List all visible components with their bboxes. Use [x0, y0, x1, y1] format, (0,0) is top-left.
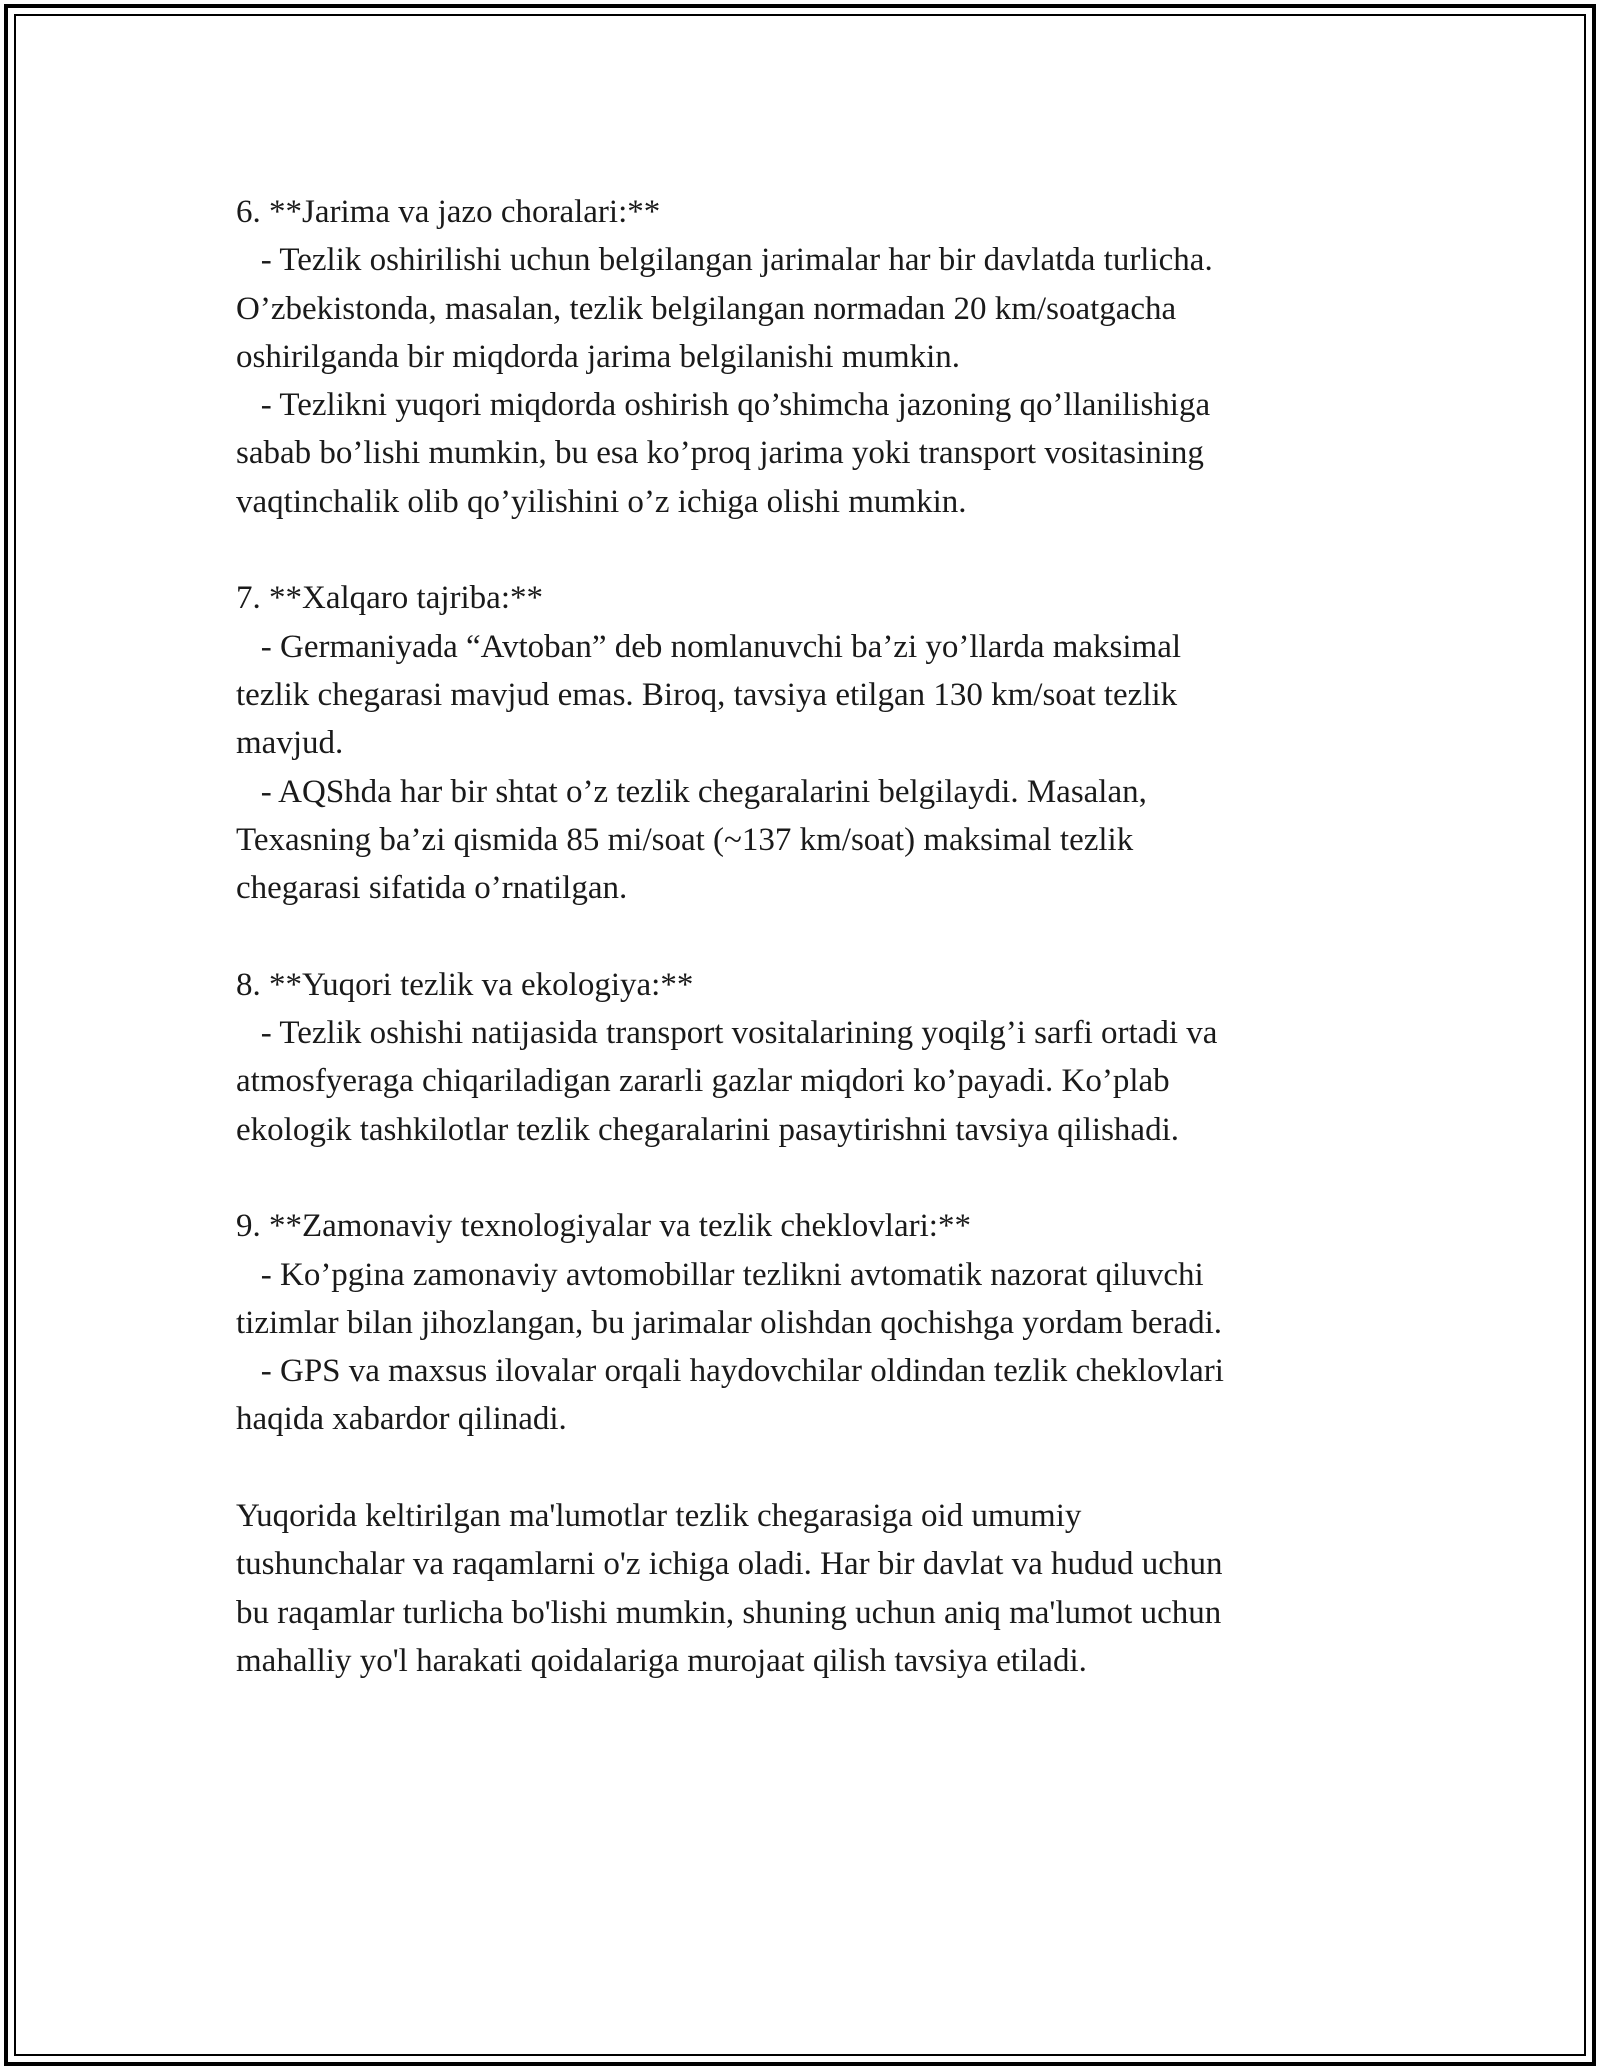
text-line: - Tezlikni yuqori miqdorda oshirish qo’shimcha jazoning qo’llanilishiga [236, 387, 1211, 424]
paragraph-gap [236, 1154, 1356, 1202]
text-line: O’zbekistonda, masalan, tezlik belgilangan normadan 20 km/soatgacha [236, 290, 1177, 327]
text-line: mavjud. [236, 725, 344, 762]
text-line: Texasning ba’zi qismida 85 mi/soat (~137 km/soat) maksimal tezlik [236, 821, 1134, 858]
text-line: mahalliy yo'l harakati qoidalariga murojaat qilish tavsiya etiladi. [236, 1642, 1087, 1679]
text-line: - GPS va maxsus ilovalar orqali haydovchilar oldindan tezlik cheklovlari [236, 1353, 1224, 1390]
text-line: tizimlar bilan jihozlangan, bu jarimalar olishdan qochishga yordam beradi. [236, 1304, 1223, 1341]
paragraph-gap [236, 1444, 1356, 1492]
text-line: sabab bo’lishi mumkin, bu esa ko’proq jarima yoki transport vositasining [236, 435, 1204, 472]
text-line: tushunchalar va raqamlarni o'z ichiga oladi. Har bir davlat va hudud uchun [236, 1546, 1223, 1583]
text-line: - Tezlik oshirilishi uchun belgilangan jarimalar har bir davlatda turlicha. [236, 242, 1213, 279]
text-line: tezlik chegarasi mavjud emas. Biroq, tavsiya etilgan 130 km/soat tezlik [236, 676, 1178, 713]
text-line: - Tezlik oshishi natijasida transport vositalarining yoqilg’i sarfi ortadi va [236, 1015, 1218, 1052]
section-heading: 6. **Jarima va jazo choralari:** [236, 194, 661, 230]
document-body [236, 188, 1356, 1685]
section-heading: 7. **Xalqaro tajriba:** [236, 580, 543, 617]
text-line: - Ko’pgina zamonaviy avtomobillar tezlikni avtomatik nazorat qiluvchi [236, 1256, 1204, 1293]
conclusion-paragraph [236, 1492, 1356, 1685]
text-line: haqida xabardor qilinadi. [236, 1401, 567, 1438]
paragraph-gap [236, 526, 1356, 574]
section-ecology [236, 961, 1356, 1154]
text-line: bu raqamlar turlicha bo'lishi mumkin, shuning uchun aniq ma'lumot uchun [236, 1594, 1222, 1631]
text-line: Yuqorida keltirilgan ma'lumotlar tezlik chegarasiga oid umumiy [236, 1498, 1082, 1535]
section-technology [236, 1202, 1356, 1443]
paragraph-gap [236, 912, 1356, 960]
section-heading: 9. **Zamonaviy texnologiyalar va tezlik cheklovlari:** [236, 1208, 971, 1245]
section-penalties [236, 188, 1356, 526]
text-line: vaqtinchalik olib qo’yilishini o’z ichiga olishi mumkin. [236, 483, 967, 520]
text-line: oshirilganda bir miqdorda jarima belgilanishi mumkin. [236, 338, 961, 375]
text-line: chegarasi sifatida o’rnatilgan. [236, 870, 628, 907]
text-line: - Germaniyada “Avtoban” deb nomlanuvchi ba’zi yo’llarda maksimal [236, 628, 1182, 665]
text-line: atmosfyeraga chiqariladigan zararli gazlar miqdori ko’payadi. Ko’plab [236, 1063, 1170, 1100]
text-line: - AQShda har bir shtat o’z tezlik chegaralarini belgilaydi. Masalan, [236, 773, 1147, 810]
section-heading: 8. **Yuqori tezlik va ekologiya:** [236, 966, 694, 1003]
text-line: ekologik tashkilotlar tezlik chegaralarini pasaytirishni tavsiya qilishadi. [236, 1111, 1179, 1148]
section-international [236, 574, 1356, 912]
